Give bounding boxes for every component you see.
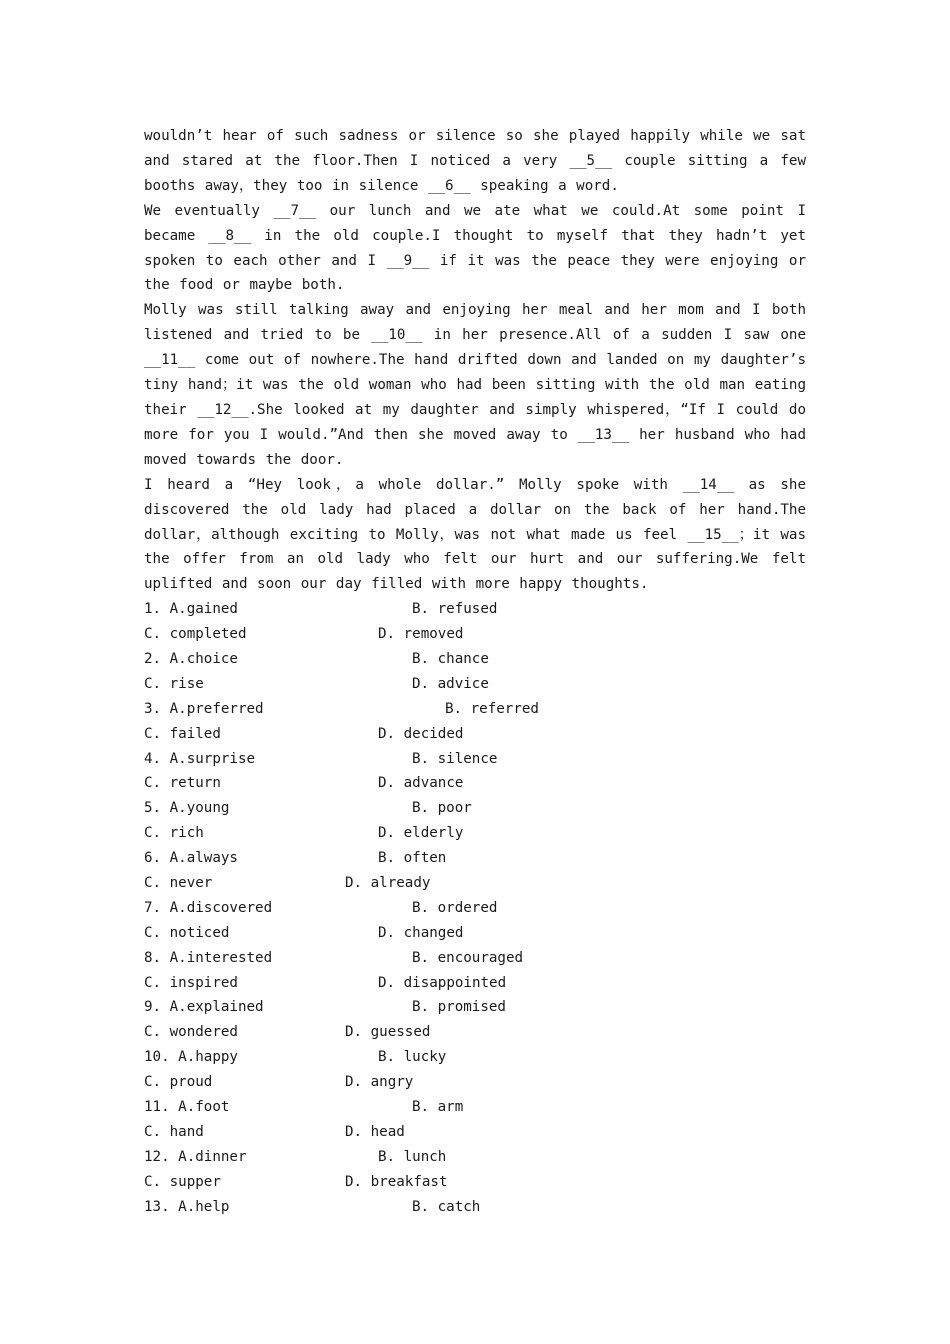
option-c: C. noticed — [144, 924, 230, 941]
option-d: D. advice — [412, 675, 489, 692]
option-row — [144, 1095, 806, 1120]
option-row — [144, 971, 806, 996]
option-row — [144, 672, 806, 697]
option-row — [144, 1145, 806, 1170]
option-a: 3. A.preferred — [144, 700, 264, 717]
option-d: D. changed — [378, 924, 464, 941]
option-row — [144, 771, 806, 796]
option-row — [144, 1170, 806, 1195]
option-c: C. rich — [144, 825, 204, 842]
option-b: B. referred — [445, 700, 539, 717]
option-a: 7. A.discovered — [144, 899, 273, 916]
document-page — [144, 124, 806, 1219]
passage-paragraph-4: I heard a “Hey look，a whole dollar.” Molly spoke with __14__ as she discovered the old lady had placed a dollar on the back of her hand.The dollar，although exciting to Molly，was not what made us feel __15__；it was the offer from an old lady who felt our hurt and our suffering.We felt uplifted and soon our day filled with more happy thoughts. — [144, 476, 806, 593]
option-d: D. breakfast — [345, 1173, 448, 1190]
option-d: D. advance — [378, 775, 464, 792]
option-c: C. failed — [144, 725, 221, 742]
option-c: C. rise — [144, 675, 204, 692]
option-b: B. encouraged — [412, 949, 524, 966]
option-d: D. removed — [378, 626, 464, 643]
option-row — [144, 896, 806, 921]
option-a: 8. A.interested — [144, 949, 273, 966]
option-c: C. wondered — [144, 1024, 238, 1041]
option-d: D. head — [345, 1123, 405, 1140]
option-row — [144, 921, 806, 946]
option-c: C. completed — [144, 626, 247, 643]
option-row — [144, 1045, 806, 1070]
option-row — [144, 622, 806, 647]
option-b: B. poor — [412, 800, 472, 817]
option-b: B. promised — [412, 999, 506, 1016]
option-row — [144, 597, 806, 622]
option-a: 10. A.happy — [144, 1049, 238, 1066]
option-d: D. angry — [345, 1074, 414, 1091]
option-b: B. lucky — [378, 1049, 447, 1066]
option-a: 2. A.choice — [144, 651, 238, 667]
option-a: 5. A.young — [144, 800, 230, 817]
option-row — [144, 995, 806, 1020]
option-b: B. catch — [412, 1198, 481, 1215]
option-b: B. silence — [412, 750, 498, 767]
option-d: D. elderly — [378, 825, 464, 842]
passage-paragraph-1: wouldn’t hear of such sadness or silence so she played happily while we sat and stared at the floor.Then I noticed a very __5__ couple sitting a few booths away，they too in silence __6__ speaking a word. — [144, 128, 806, 194]
options-list — [144, 597, 806, 1219]
option-d: D. already — [345, 875, 431, 892]
option-d: D. decided — [378, 725, 464, 742]
option-c: C. return — [144, 775, 221, 792]
option-c: C. inspired — [144, 974, 238, 991]
option-c: C. supper — [144, 1173, 221, 1190]
option-a: 9. A.explained — [144, 999, 264, 1016]
option-row — [144, 871, 806, 896]
option-row — [144, 946, 806, 971]
option-a: 6. A.always — [144, 850, 238, 867]
passage-paragraph-2: We eventually __7__ our lunch and we ate what we could.At some point I became __8__ in the old couple.I thought to myself that they hadn’t yet spoken to each other and I __9__ if it was the peace they were enjoying or the food or maybe both. — [144, 202, 806, 294]
option-b: B. arm — [412, 1099, 464, 1116]
option-a: 11. A.foot — [144, 1099, 230, 1116]
option-row — [144, 697, 806, 722]
option-c: C. hand — [144, 1123, 204, 1140]
option-row — [144, 1070, 806, 1095]
option-d: D. disappointed — [378, 974, 507, 991]
option-a: 4. A.surprise — [144, 750, 256, 767]
option-a: 13. A.help — [144, 1198, 230, 1215]
option-b: B. refused — [412, 601, 498, 618]
option-row — [144, 821, 806, 846]
option-a: 12. A.dinner — [144, 1148, 247, 1165]
option-row — [144, 1120, 806, 1145]
option-d: D. guessed — [345, 1024, 431, 1041]
option-row — [144, 722, 806, 747]
passage-paragraph-3: Molly was still talking away and enjoying her meal and her mom and I both listened and tried to be __10__ in her presence.All of a sudden I saw one __11__ come out of nowhere.The hand drifted down and landed on my daughter’s tiny hand；it was the old woman who had been sitting with the old man eating their __12__.She looked at my daughter and simply whispered，“If I could do more for you I would.”And then she moved away to __13__ her husband who had moved towards the door. — [144, 302, 806, 468]
option-row — [144, 1195, 806, 1220]
option-row — [144, 1020, 806, 1045]
option-b: B. often — [378, 850, 447, 867]
option-b: B. lunch — [378, 1148, 447, 1165]
option-b: B. ordered — [412, 899, 498, 916]
option-row — [144, 647, 806, 672]
option-a: 1. A.gained — [144, 601, 238, 618]
option-row — [144, 796, 806, 821]
option-row — [144, 747, 806, 772]
option-c: C. never — [144, 875, 213, 892]
option-row — [144, 846, 806, 871]
option-b: B. chance — [412, 651, 489, 667]
option-c: C. proud — [144, 1074, 213, 1091]
